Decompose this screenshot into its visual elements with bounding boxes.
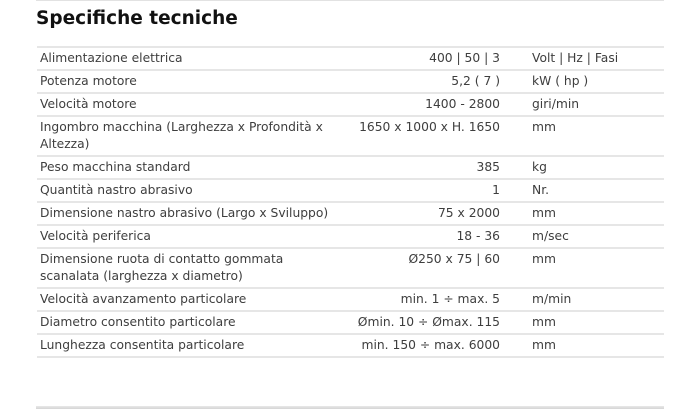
spec-unit: mm [532,315,556,329]
table-row [37,116,664,156]
spec-value: Ømin. 10 ÷ Ømax. 115 [357,315,500,329]
spec-value: min. 1 ÷ max. 5 [400,292,500,306]
spec-label: Peso macchina standard [40,160,191,174]
spec-label: Velocità avanzamento particolare [40,292,247,306]
spec-unit: mm [532,338,556,352]
table-row [37,156,664,179]
page-title: Specifiche tecniche [36,8,238,29]
spec-value: 385 [476,160,500,174]
spec-unit: Volt | Hz | Fasi [532,51,619,65]
spec-unit: kW ( hp ) [532,74,589,88]
spec-unit: mm [532,120,556,134]
spec-value: 5,2 ( 7 ) [451,74,500,88]
table-row [37,288,664,311]
spec-value: 400 | 50 | 3 [429,51,500,65]
table-row [37,47,664,70]
spec-label: Diametro consentito particolare [40,315,236,329]
spec-value: 1650 x 1000 x H. 1650 [359,120,500,134]
table-row [37,334,664,357]
table-row [37,179,664,202]
spec-label: Dimensione nastro abrasivo (Largo x Sviluppo) [40,206,329,220]
spec-unit: kg [532,160,547,174]
spec-label: Potenza motore [40,74,137,88]
table-row [37,225,664,248]
spec-value: 18 - 36 [456,229,500,243]
spec-label: Lunghezza consentita particolare [40,338,245,352]
spec-label: Alimentazione elettrica [40,51,183,65]
spec-value: min. 150 ÷ max. 6000 [361,338,500,352]
spec-label: Velocità motore [40,97,137,111]
spec-unit: Nr. [532,183,550,197]
top-divider [36,0,664,1]
table-row [37,93,664,116]
spec-unit: m/min [532,292,572,306]
table-row [37,248,664,288]
spec-value: 1400 - 2800 [425,97,500,111]
spec-unit: mm [532,252,556,266]
spec-value: 75 x 2000 [437,206,500,220]
bottom-divider [36,406,664,409]
spec-label: Dimensione ruota di contatto gommata scanalata (larghezza x diametro) [40,252,284,283]
spec-unit: giri/min [532,97,580,111]
table-row [37,202,664,225]
spec-unit: m/sec [532,229,569,243]
table-row [37,70,664,93]
spec-value: 1 [492,183,500,197]
spec-label: Ingombro macchina (Larghezza x Profondità x Altezza) [40,120,323,151]
table-row [37,311,664,334]
spec-table [37,46,664,358]
spec-label: Quantità nastro abrasivo [40,183,193,197]
spec-value: Ø250 x 75 | 60 [408,252,500,266]
spec-label: Velocità periferica [40,229,151,243]
spec-unit: mm [532,206,556,220]
